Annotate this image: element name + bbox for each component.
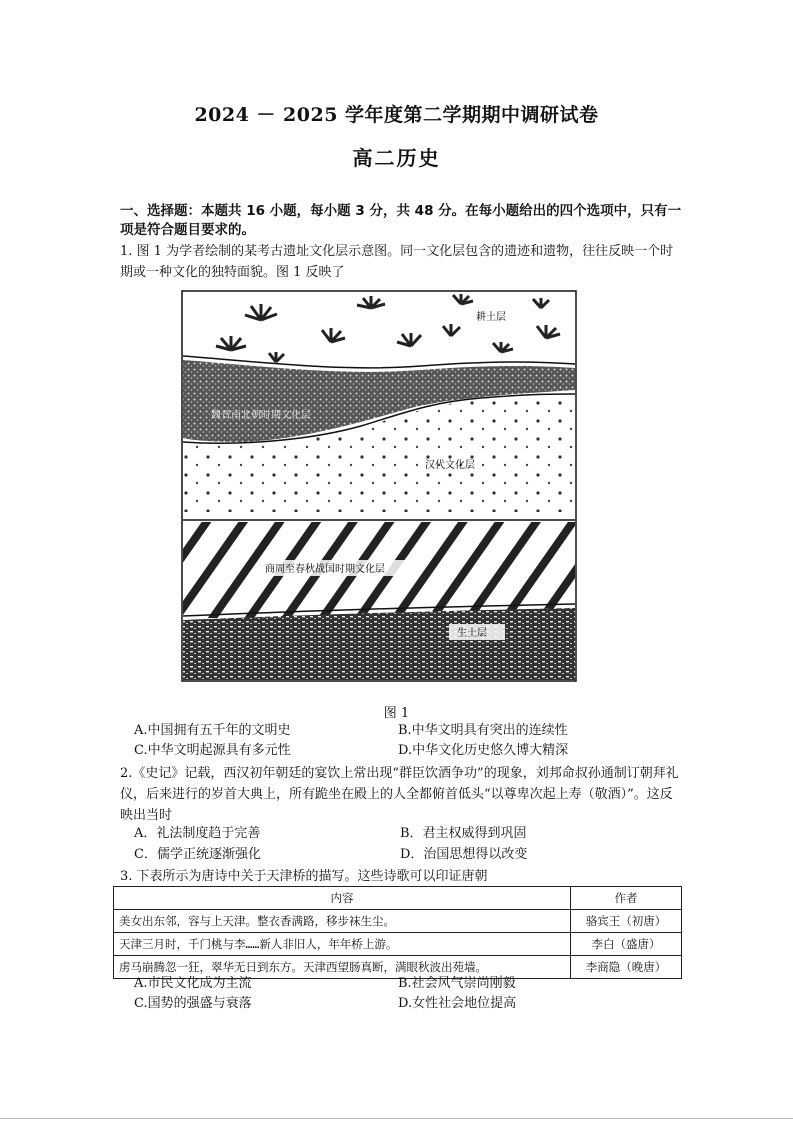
poem-table: [113, 886, 682, 979]
section-heading: 一、选择题：本题共 16 小题，每小题 3 分，共 48 分。在每小题给出的四个选项中，只有一项是符合题目要求的。: [120, 203, 682, 238]
poem-content: 美女出东邻，容与上天津。整衣香满路，移步袜生尘。: [114, 910, 571, 933]
q3-option-d[interactable]: D.女性社会地位提高: [398, 996, 517, 1011]
question-2-stem: 2.《史记》记载，西汉初年朝廷的宴饮上常出现“群臣饮酒争功”的现象，刘邦命叔孙通制订朝拜礼仪，后来进行的岁首大典上，所有跪坐在殿上的人全都俯首低头“以尊卑次起上寿（敬酒）”。这反映出当时: [120, 766, 679, 823]
q1-option-b[interactable]: B.中华文明具有突出的连续性: [398, 723, 568, 738]
q2-option-c[interactable]: C．儒学正统逐渐强化: [134, 847, 261, 862]
layer-label-han: 汉代文化层: [425, 460, 475, 471]
q3-option-b[interactable]: B.社会风气崇尚刚毅: [398, 976, 516, 991]
figure-caption: 图 1: [383, 706, 410, 721]
poem-author: 骆宾王（初唐）: [571, 910, 682, 933]
poem-content: 虏马崩腾忽一狂，翠华无日到东方。天津西望肠真断，满眼秋波出苑墙。: [114, 956, 571, 979]
table-header-content: 内容: [114, 887, 571, 910]
q2-option-a[interactable]: A．礼法制度趋于完善: [134, 826, 261, 841]
q1-option-a[interactable]: A.中国拥有五千年的文明史: [134, 723, 291, 738]
exam-subject: 高二历史: [352, 146, 441, 170]
stratigraphy-figure: [181, 290, 577, 682]
table-header-row: [114, 887, 682, 910]
q3-option-c[interactable]: C.国势的强盛与衰落: [134, 996, 252, 1011]
question-1-stem: 1. 图 1 为学者绘制的某考古遗址文化层示意图。同一文化层包含的遗迹和遗物，往往反映一个时期或一种文化的独特面貌。图 1 反映了: [120, 244, 674, 280]
q2-option-d[interactable]: D．治国思想得以改变: [400, 847, 528, 862]
q2-option-b[interactable]: B．君主权威得到巩固: [400, 826, 527, 841]
page-bottom-rule: [0, 1118, 793, 1119]
exam-title: 2024 － 2025 学年度第二学期期中调研试卷: [194, 104, 599, 126]
poem-author: 李白（盛唐）: [571, 933, 682, 956]
table-row: [114, 933, 682, 956]
question-3-stem: 3. 下表所示为唐诗中关于天津桥的描写。这些诗歌可以印证唐朝: [120, 869, 488, 884]
layer-label-shangzhou: 商周至春秋战国时期文化层: [265, 564, 385, 575]
layer-label-weijin: 魏晋南北朝时期文化层: [211, 410, 311, 421]
poem-content: 天津三月时，千门桃与李……新人非旧人，年年桥上游。: [114, 933, 571, 956]
layer-label-topsoil: 耕土层: [476, 312, 506, 323]
q1-option-d[interactable]: D.中华文化历史悠久博大精深: [398, 743, 569, 758]
table-header-author: 作者: [571, 887, 682, 910]
table-row: [114, 910, 682, 933]
poem-author: 李商隐（晚唐）: [571, 956, 682, 979]
layer-label-virgin-soil: 生土层: [457, 628, 487, 639]
q3-option-a[interactable]: A.市民文化成为主流: [134, 976, 252, 991]
q1-option-c[interactable]: C.中华文明起源具有多元性: [134, 743, 291, 758]
